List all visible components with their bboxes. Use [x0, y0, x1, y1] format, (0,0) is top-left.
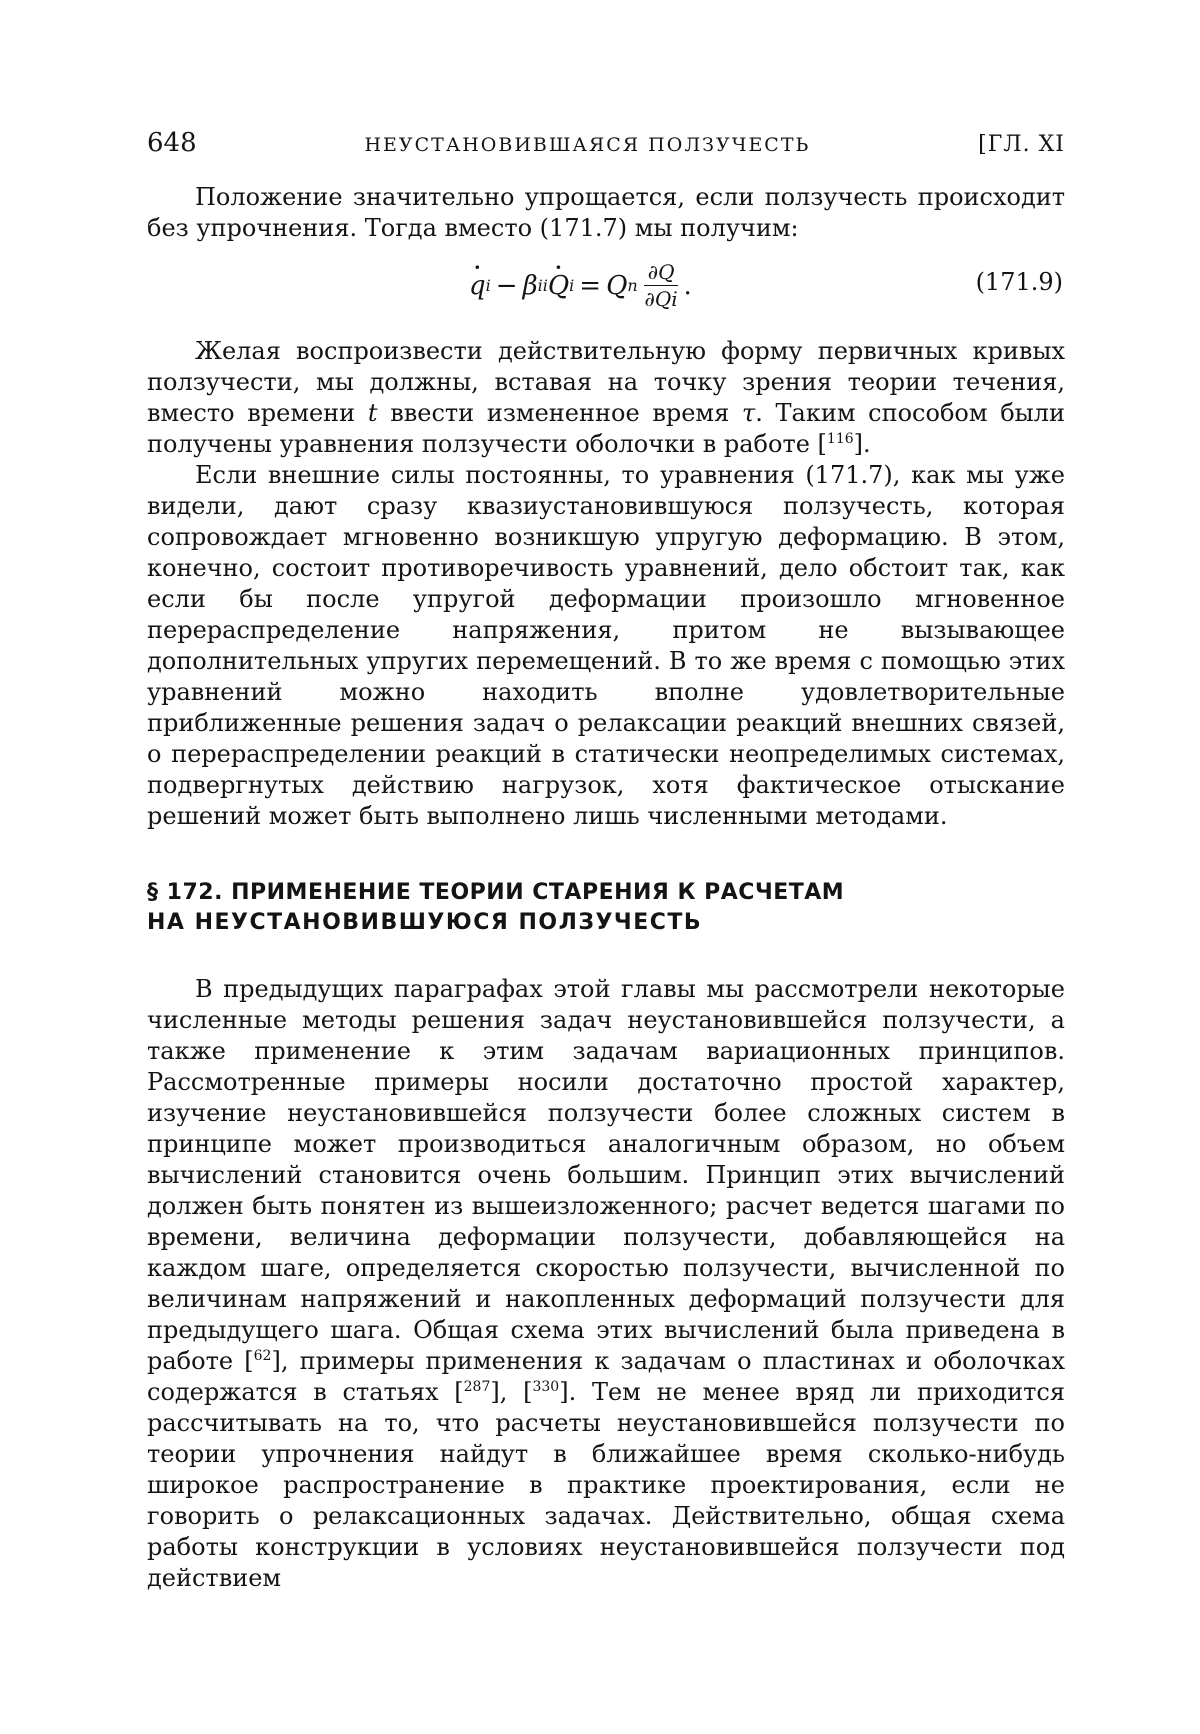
text-span: . Таким способом были получены уравнения ползучести оболочки в работе [ [147, 399, 1065, 458]
section-heading-line-1: § 172. ПРИМЕНЕНИЕ ТЕОРИИ СТАРЕНИЯ К РАСЧЕТАМ [147, 880, 845, 905]
running-title: НЕУСТАНОВИВШАЯСЯ ПОЛЗУЧЕСТЬ [364, 134, 811, 156]
reference-330: 330 [532, 1379, 560, 1395]
text-span: ]. Тем не менее вряд ли приходится рассчитывать на то, что расчеты неустановившейся ползучести по теории упрочнения найдут в ближайшее время сколько-нибудь широкое распространение в практике проектирования, если не говорить о релаксационных задачах. Действительно, общая схема работы конструкции в условиях неустановившейся ползучести под действием [147, 1378, 1066, 1592]
Q-symbol: Q [606, 270, 628, 301]
equation-formula [469, 260, 697, 311]
text-span: ], [ [490, 1378, 533, 1406]
q-dot-symbol: · q [469, 271, 486, 301]
reference-62: 62 [253, 1348, 272, 1364]
text-span: ввести измененное время [377, 399, 742, 427]
reference-116: 116 [826, 431, 854, 447]
text-span: В предыдущих параграфах этой главы мы рассмотрели некоторые численные методы решения задач неустановившейся ползучести, а также применение к этим задачам вариационных принципов. Рассмотренные примеры носили достаточно простой характер, изучение неустановившейся ползучести более сложных систем в принципе может производиться аналогичным образом, но объем вычислений становится очень большим. Принцип этих вычислений должен быть понятен из вышеизложенного; расчет ведется шагами по времени, величина деформации ползучести, добавляющейся на каждом шаге, определяется скоростью ползучести, вычисленной по величинам напряжений и накопленных деформаций ползучести для предыдущего шага. Общая схема этих вычислений была приведена в работе [ [147, 975, 1065, 1375]
equation-number: (171.9) [975, 268, 1063, 296]
superscript-n: n [627, 276, 638, 295]
fraction-denominator: ∂Qi [644, 287, 678, 311]
minus-sign: − [495, 270, 518, 301]
fraction-numerator: ∂Q [644, 260, 679, 286]
section-heading-172 [147, 878, 1065, 938]
equals-sign: = [579, 270, 602, 301]
text-span: ]. [853, 430, 871, 458]
book-page [147, 128, 1065, 1594]
paragraph-time-modification [147, 336, 1065, 460]
subscript-i-2: i [569, 276, 575, 295]
variable-tau: τ [741, 399, 756, 427]
paragraph-previous-sections [147, 974, 1065, 1594]
reference-287: 287 [463, 1379, 491, 1395]
Q-dot-symbol: · Q [548, 271, 569, 301]
running-head [147, 128, 1065, 168]
section-heading-line-2: НА НЕУСТАНОВИВШУЮСЯ ПОЛЗУЧЕСТЬ [147, 910, 703, 935]
paragraph-constant-forces: Если внешние силы постоянны, то уравнения (171.7), как мы уже видели, дают сразу квазиустановившуюся ползучесть, которая сопровождает мгновенно возникшую упругую деформацию. В этом, конечно, состоит противоречивость уравнений, дело обстоит так, как если бы после упругой деформации произошло мгновенное перераспределение напряжения, притом не вызывающее дополнительных упругих перемещений. В то же время с помощью этих уравнений можно находить вполне удовлетворительные приближенные решения задач о релаксации реакций внешних связей, о перераспределении реакций в статически неопределимых системах, подвергнутых действию нагрузок, хотя фактическое отыскание решений может быть выполнено лишь численными методами. [147, 461, 1065, 830]
paragraph-intro: Положение значительно упрощается, если ползучесть происходит без упрочнения. Тогда вместо (171.7) мы получим: [147, 183, 1065, 242]
equation-171-9 [147, 246, 1065, 332]
text-span: Желая воспроизвести действительную форму первичных кривых ползучести, мы должны, вставая на точку зрения теории течения, вместо времени [147, 337, 1065, 427]
beta-symbol: β [522, 270, 538, 301]
variable-t: t [367, 399, 378, 427]
partial-fraction [644, 260, 679, 311]
subscript-ii: ii [537, 276, 548, 295]
subscript-i: i [485, 276, 491, 295]
chapter-label: [ГЛ. XI [978, 132, 1065, 157]
text-span: ], примеры применения к задачам о пластинах и оболочках содержатся в статьях [ [147, 1347, 1065, 1406]
page-number: 648 [147, 128, 197, 158]
equation-period: . [683, 270, 692, 301]
